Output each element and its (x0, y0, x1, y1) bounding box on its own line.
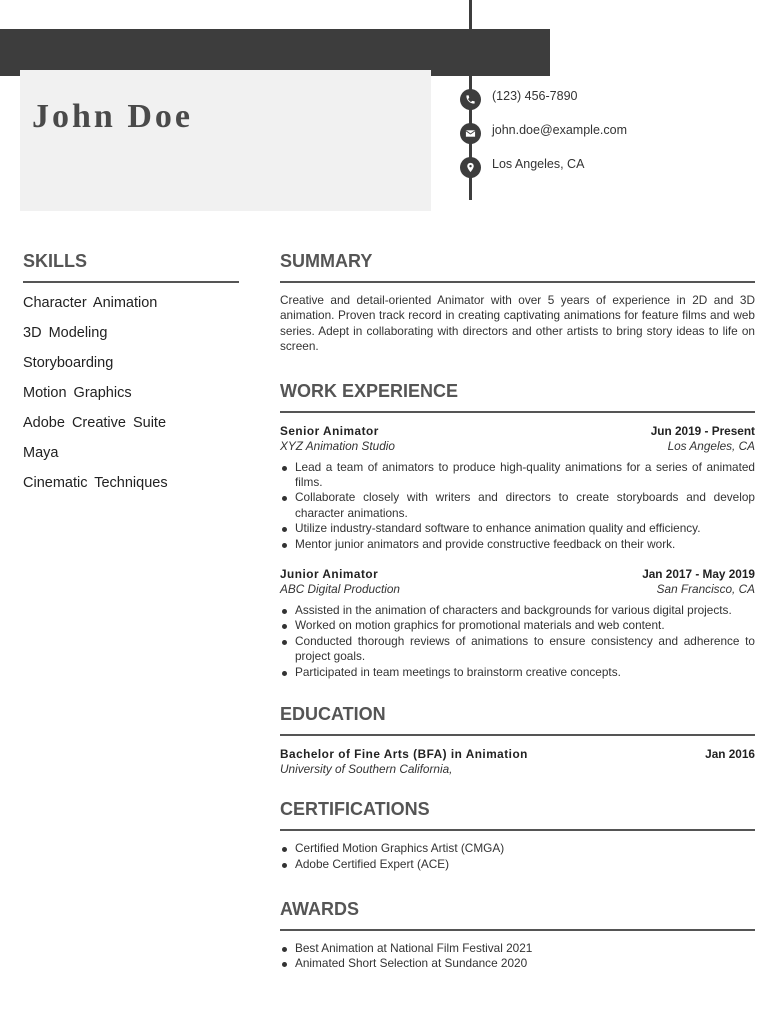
main-column (280, 250, 755, 972)
certification-item: Adobe Certified Expert (ACE) (280, 857, 755, 872)
skill-item: Adobe Creative Suite (23, 415, 167, 431)
awards-divider (280, 929, 755, 931)
location-text: Los Angeles, CA (492, 157, 585, 171)
education-section (280, 703, 755, 777)
header-bar (0, 29, 550, 76)
skill-item: Storyboarding (23, 355, 114, 371)
phone-icon (460, 89, 481, 110)
job-entry (280, 424, 755, 552)
summary-section (280, 250, 755, 355)
skills-section (23, 250, 239, 493)
certifications-section (280, 798, 755, 872)
skills-list (23, 293, 239, 493)
skills-title: SKILLS (23, 251, 88, 271)
summary-title: SUMMARY (280, 251, 373, 271)
education-divider (280, 734, 755, 736)
education-sub (280, 762, 755, 777)
bullet-item: Mentor junior animators and provide constructive feedback on their work. (280, 537, 755, 552)
job-title: Senior Animator (280, 423, 379, 438)
job-bullets (280, 603, 755, 680)
skill-item: Maya (23, 445, 59, 461)
bullet-item: Lead a team of animators to produce high-quality animations for a series of animated films. (280, 460, 755, 491)
name-panel (20, 70, 431, 211)
job-header (280, 424, 755, 439)
awards-section (280, 898, 755, 972)
job-header (280, 567, 755, 582)
skill-item: Cinematic Techniques (23, 475, 168, 491)
contact-email (460, 122, 627, 144)
contact-phone (460, 88, 578, 110)
education-date: Jan 2016 (705, 747, 755, 762)
bullet-item: Conducted thorough reviews of animations to ensure consistency and adherence to project goals. (280, 634, 755, 665)
envelope-icon (460, 123, 481, 144)
job-subheader (280, 582, 755, 597)
certification-item: Certified Motion Graphics Artist (CMGA) (280, 841, 755, 856)
skill-item: Character Animation (23, 295, 158, 311)
job-entry (280, 567, 755, 680)
education-title: EDUCATION (280, 704, 386, 725)
map-pin-icon (460, 157, 481, 178)
award-item: Animated Short Selection at Sundance 2020 (280, 956, 755, 971)
degree: Bachelor of Fine Arts (BFA) in Animation (280, 747, 528, 762)
skills-divider (23, 281, 239, 283)
awards-title: AWARDS (280, 898, 360, 919)
certifications-list (280, 841, 755, 872)
summary-text: Creative and detail-oriented Animator with over 5 years of experience in 2D and 3D animation. Proven track record in creating captivating animations for feature films and web series. Adept in collaborating with directors and other artists to bring story ideas to life on screen. (280, 293, 755, 354)
certifications-title: CERTIFICATIONS (280, 799, 430, 820)
bullet-item: Assisted in the animation of characters and backgrounds for various digital projects. (280, 603, 755, 618)
awards-list (280, 941, 755, 972)
job-bullets (280, 460, 755, 552)
award-item: Best Animation at National Film Festival 2021 (280, 941, 755, 956)
summary-divider (280, 281, 755, 283)
phone-text: (123) 456-7890 (492, 89, 578, 103)
company-name: XYZ Animation Studio (280, 438, 395, 453)
job-title: Junior Animator (280, 567, 379, 582)
bullet-item: Worked on motion graphics for promotional materials and web content. (280, 618, 755, 633)
candidate-name: John Doe (32, 98, 193, 135)
experience-section (280, 380, 755, 680)
job-location: San Francisco, CA (656, 582, 755, 597)
school: University of Southern California, (280, 762, 453, 777)
email-text: john.doe@example.com (492, 123, 627, 137)
bullet-item: Participated in team meetings to brainstorm creative concepts. (280, 665, 755, 680)
company-name: ABC Digital Production (280, 582, 400, 597)
certifications-divider (280, 829, 755, 831)
job-dates: Jan 2017 - May 2019 (642, 567, 755, 582)
bullet-item: Utilize industry-standard software to enhance animation quality and efficiency. (280, 521, 755, 536)
job-subheader (280, 439, 755, 454)
experience-divider (280, 411, 755, 413)
skill-item: 3D Modeling (23, 325, 108, 341)
contact-location (460, 156, 585, 178)
education-header (280, 747, 755, 762)
job-location: Los Angeles, CA (667, 438, 755, 453)
experience-title: WORK EXPERIENCE (280, 380, 459, 401)
bullet-item: Collaborate closely with writers and directors to create storyboards and develop character animations. (280, 490, 755, 521)
jobs-list (280, 424, 755, 680)
job-dates: Jun 2019 - Present (650, 423, 755, 438)
skill-item: Motion Graphics (23, 385, 132, 401)
